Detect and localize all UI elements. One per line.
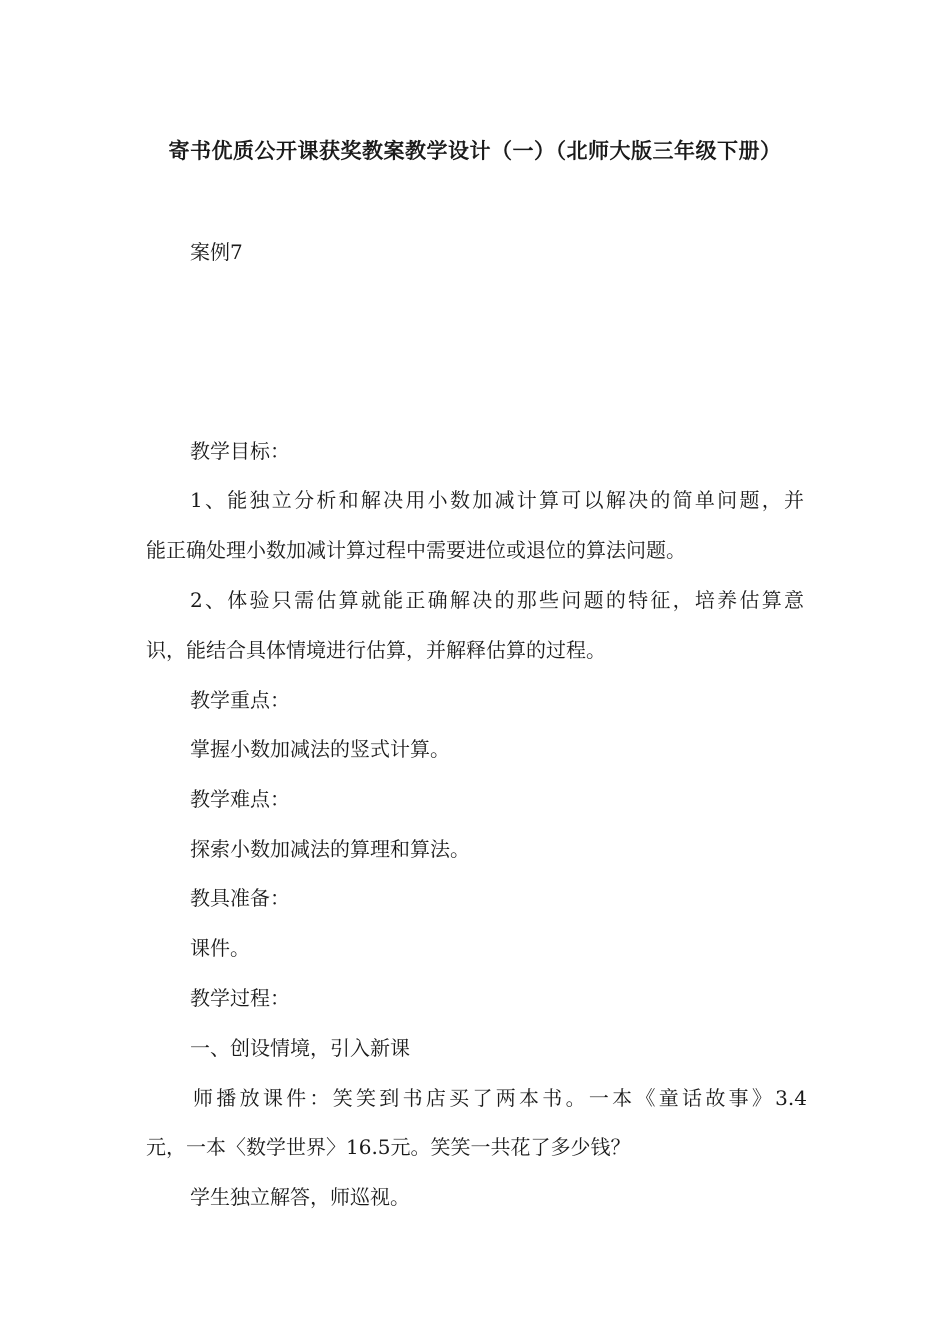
key-points-heading: 教学重点：	[190, 688, 290, 712]
materials-text: 课件。	[190, 936, 250, 960]
objective-2-line-2: 识，能结合具体情境进行估算，并解释估算的过程。	[146, 638, 606, 662]
paragraph-1-line-2: 元，一本〈数学世界〉16.5元。笑笑一共花了多少钱？	[146, 1135, 631, 1159]
materials-heading: 教具准备：	[190, 886, 290, 910]
paragraph-2: 学生独立解答，师巡视。	[190, 1185, 410, 1209]
section-1-heading: 一、创设情境，引入新课	[190, 1036, 410, 1060]
case-label: 案例7	[190, 240, 243, 264]
objective-1-line-2: 能正确处理小数加减计算过程中需要进位或退位的算法问题。	[146, 538, 686, 562]
objective-1-line-1: 1、能独立分析和解决用小数加减计算可以解决的简单问题，并	[190, 488, 804, 512]
objectives-heading: 教学目标：	[190, 439, 290, 463]
difficulties-heading: 教学难点：	[190, 787, 290, 811]
process-heading: 教学过程：	[190, 986, 290, 1010]
document-title: 寄书优质公开课获奖教案教学设计（一）（北师大版三年级下册）	[168, 139, 782, 163]
objective-2-line-1: 2、体验只需估算就能正确解决的那些问题的特征，培养估算意	[190, 588, 804, 612]
difficulties-text: 探索小数加减法的算理和算法。	[190, 837, 470, 861]
paragraph-1-line-1: 师播放课件：笑笑到书店买了两本书。一本《童话故事》3.4	[193, 1086, 807, 1110]
key-points-text: 掌握小数加减法的竖式计算。	[190, 737, 450, 761]
